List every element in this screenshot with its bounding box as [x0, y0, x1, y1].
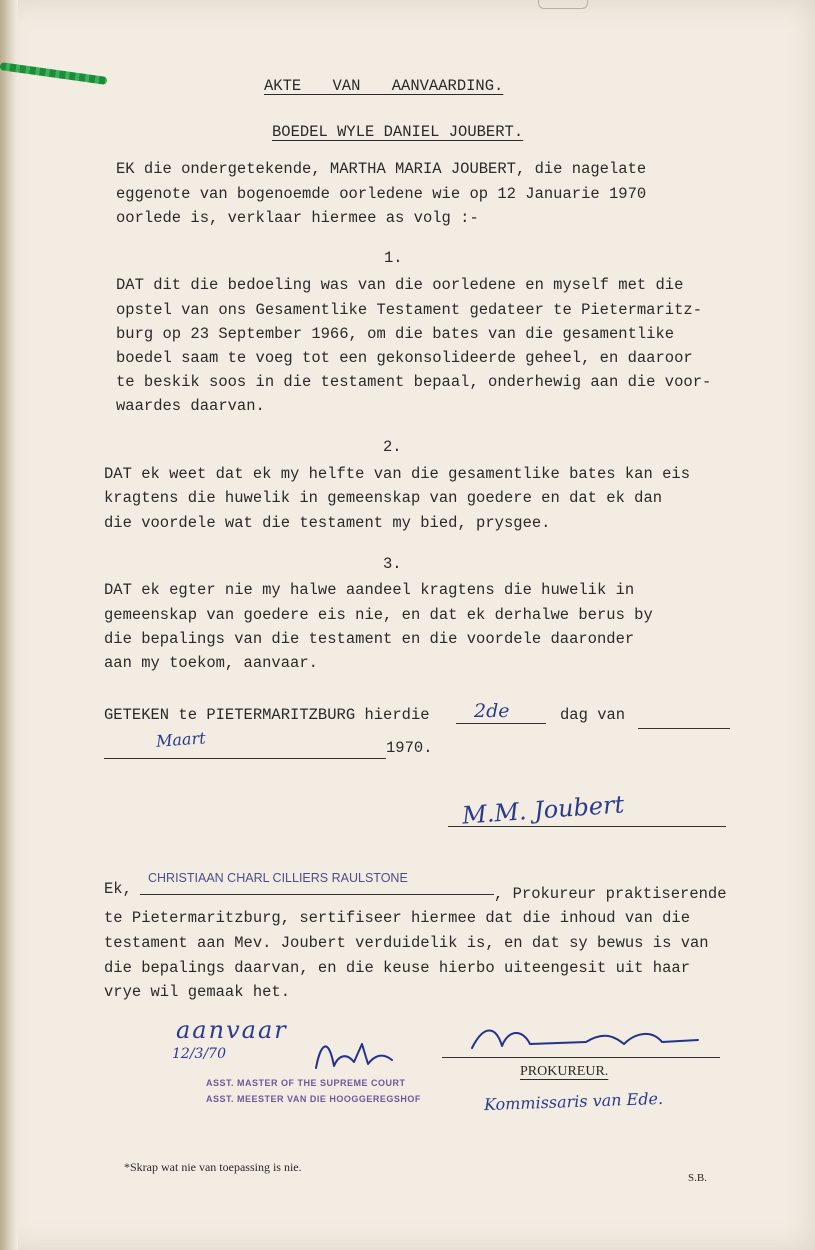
- page-corner-mark: [538, 0, 588, 9]
- estate-heading: BOEDEL WYLE DANIEL JOUBERT.: [272, 123, 524, 141]
- certification-line: , Prokureur praktiserende: [494, 885, 727, 903]
- intro-line-3: oorlede is, verklaar hiermee as volg :-: [116, 209, 479, 227]
- attorney-signature: [466, 1020, 706, 1056]
- section-2-line: DAT ek weet dat ek my helfte van die gesamentlike bates kan eis: [104, 465, 690, 483]
- certification-line: die bepalings daarvan, en die keuse hierbo uiteengesit uit haar: [104, 959, 690, 977]
- section-2-line: kragtens die huwelik in gemeenskap van goedere en dat ek dan: [104, 489, 663, 507]
- section-1-line: burg op 23 September 1966, om die bates van die gesamentlike: [116, 325, 675, 343]
- certification-line: vrye wil gemaak het.: [104, 983, 291, 1001]
- section-3-line: aan my toekom, aanvaar.: [104, 654, 318, 672]
- attorney-name-line: [140, 894, 494, 895]
- section-number-3: 3.: [383, 555, 402, 573]
- signed-year: 1970.: [386, 739, 433, 757]
- paper-edge: [0, 0, 18, 1250]
- master-initials-signature: [310, 1026, 400, 1076]
- attorney-signature-line: [442, 1057, 720, 1058]
- signed-at-prefix: GETEKEN te PIETERMARITZBURG hierdie: [104, 706, 430, 724]
- document-title: AKTE VAN AANVAARDING.: [264, 77, 504, 95]
- intro-line-1: EK die ondergetekende, MARTHA MARIA JOUBERT, die nagelate: [116, 160, 647, 178]
- section-1-line: te beskik soos in die testament bepaal, onderhewig aan die voor-: [116, 373, 712, 391]
- signed-day-of: dag van: [560, 706, 626, 724]
- footer-note: *Skrap wat nie van toepassing is nie.: [124, 1160, 302, 1174]
- handwritten-day: 2de: [474, 700, 510, 722]
- handwritten-month: Maart: [155, 728, 207, 751]
- section-number-1: 1.: [384, 249, 403, 267]
- certification-ek: Ek,: [104, 880, 132, 898]
- section-number-2: 2.: [383, 438, 402, 456]
- footer-initials: S.B.: [688, 1172, 707, 1184]
- month-blank-line: [104, 758, 386, 759]
- section-3-line: die bepalings van die testament en die voordele daaronder: [104, 630, 635, 648]
- section-3-line: gemeenskap van goedere eis nie, en dat ek derhalwe berus by: [104, 606, 653, 624]
- blank-line: [638, 728, 730, 729]
- section-1-line: opstel van ons Gesamentlike Testament gedateer te Pietermaritz-: [116, 301, 702, 319]
- intro-line-2: eggenote van bogenoemde oorledene wie op 12 Januarie 1970: [116, 185, 647, 203]
- section-1-line: boedel saam te voeg tot een gekonsolideerde geheel, en daaroor: [116, 349, 693, 367]
- section-3-line: DAT ek egter nie my halwe aandeel kragtens die huwelik in: [104, 581, 635, 599]
- testator-signature: M.M. Joubert: [461, 790, 626, 830]
- certification-line: testament aan Mev. Joubert verduidelik is, en dat sy bewus is van: [104, 934, 709, 952]
- master-stamp-line-1: ASST. MASTER OF THE SUPREME COURT: [206, 1078, 406, 1088]
- certification-line: te Pietermaritzburg, sertifiseer hiermee dat die inhoud van die: [104, 909, 690, 927]
- signature-line: [448, 826, 726, 827]
- section-2-line: die voordele wat die testament my bied, prysgee.: [104, 514, 551, 532]
- section-1-line: DAT dit die bedoeling was van die oorledene en myself met die: [116, 276, 684, 294]
- attorney-label: PROKUREUR.: [520, 1064, 609, 1079]
- commissioner-handwriting: Kommissaris van Ede.: [483, 1088, 664, 1115]
- attorney-name: CHRISTIAAN CHARL CILLIERS RAULSTONE: [148, 871, 408, 885]
- section-1-line: waardes daarvan.: [116, 397, 265, 415]
- master-acceptance-handwriting: aanvaar: [176, 1016, 288, 1044]
- master-acceptance-date: 12/3/70: [172, 1046, 226, 1062]
- day-blank-line: [456, 723, 546, 724]
- master-stamp-line-2: ASST. MEESTER VAN DIE HOOGGEREGSHOF: [206, 1094, 421, 1104]
